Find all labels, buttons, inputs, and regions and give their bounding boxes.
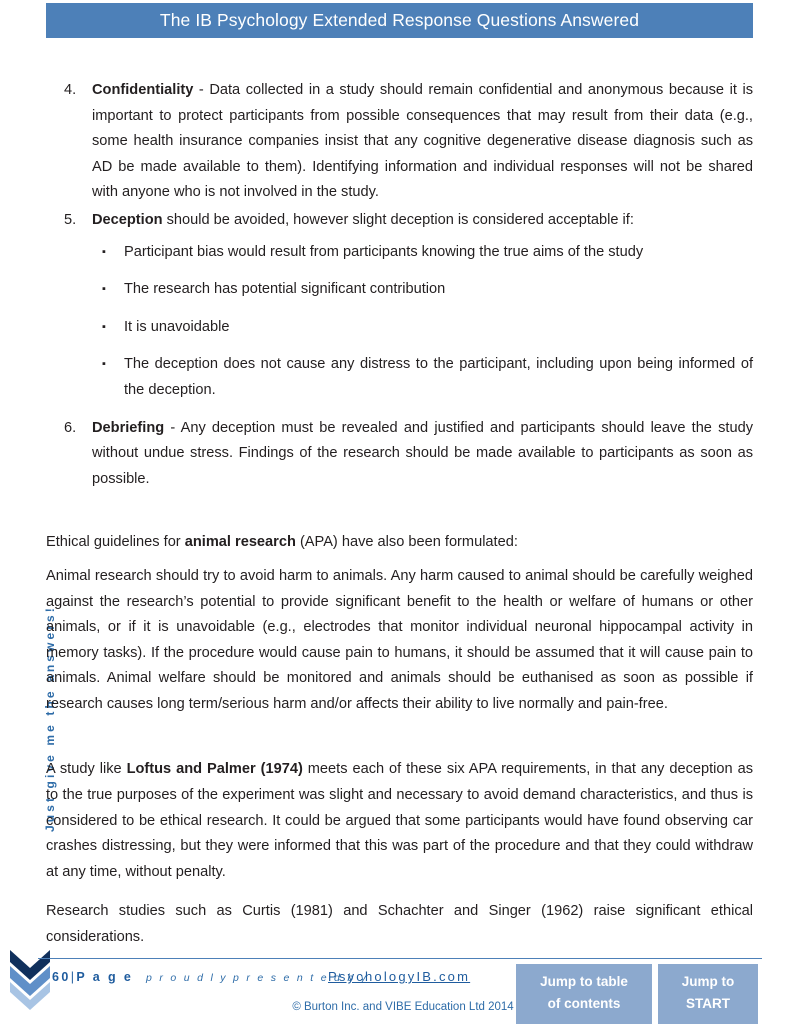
jump-start-line2: START xyxy=(686,996,730,1011)
closing-paragraph: Research studies such as Curtis (1981) and Schachter and Singer (1962) raise significant ethical considerations. xyxy=(46,903,753,946)
list-item-rest: should be avoided, however slight deception is considered acceptable if: xyxy=(162,211,634,228)
list-item-text xyxy=(92,78,753,206)
list-number: 4. xyxy=(64,82,77,98)
document-body xyxy=(46,78,753,951)
spacer xyxy=(46,556,753,564)
square-bullet-icon: ▪ xyxy=(102,245,106,258)
footer-divider xyxy=(38,958,762,959)
page-word: P a g e xyxy=(76,970,134,984)
square-bullet-icon: ▪ xyxy=(102,358,106,371)
list-item-label: It is unavoidable xyxy=(124,318,230,335)
list-item-lead: Deception xyxy=(92,211,163,228)
page-footer xyxy=(38,966,762,1028)
list-item-label: The deception does not cause any distress to the participant, including upon being informed of the deception. xyxy=(124,356,753,398)
page-number-label xyxy=(52,970,133,984)
jump-to-start-button[interactable] xyxy=(658,964,758,1024)
list-item-lead: Confidentiality xyxy=(92,82,194,98)
loftus-text-before: A study like xyxy=(46,761,127,778)
list-item-label: Participant bias would result from participants knowing the true aims of the study xyxy=(124,243,644,260)
deception-conditions-list xyxy=(92,240,753,404)
list-item-lead: Debriefing xyxy=(92,419,165,436)
list-item-rest: - Data collected in a study should remain confidential and anonymous because it is important to protect participants from possible consequences that may result from their data (e.g., some health insurance companies insist that any cognitive degenerative disease diagnosis such as AD be made available to them). Identifying information and individual responses will not be shared with anyone who is not involved in the study. xyxy=(92,82,753,201)
page-separator: | xyxy=(70,970,77,984)
square-bullet-icon: ▪ xyxy=(102,320,106,333)
sidebar-tagline: Just give me the answers! xyxy=(43,605,57,832)
jump-start-line1: Jump to xyxy=(681,974,735,989)
list-number: 5. xyxy=(64,211,77,228)
loftus-text-after: meets each of these six APA requirements, in that any deception as to the true purposes of the experiment was slight and necessary to avoid demand characteristics, and thus is considered to be ethical research. It could be argued that some participants would have found observing car crashes distressing, but they were informed that this was part of the procedure and that they could withdraw at any time, without penalty. xyxy=(46,761,753,880)
intro-text-bold: animal research xyxy=(184,534,296,551)
copyright-notice: © Burton Inc. and VIBE Education Ltd 2014 xyxy=(292,1001,514,1013)
intro-text-after: (APA) have also been formulated: xyxy=(295,534,518,551)
loftus-citation-bold: Loftus and Palmer (1974) xyxy=(126,761,303,778)
jump-to-table-of-contents-button[interactable] xyxy=(516,964,652,1024)
list-item-deception xyxy=(46,208,753,404)
intro-text-before: Ethical guidelines for xyxy=(46,534,185,551)
spacer xyxy=(46,717,753,757)
list-item-rest: - Any deception must be revealed and justified and participants should leave the study without undue stress. Findings of the research should be made available to participants as soon as possible. xyxy=(92,419,753,487)
jump-button-group xyxy=(516,964,758,1024)
list-item xyxy=(92,352,753,403)
page-title: The IB Psychology Extended Response Questions Answered xyxy=(159,10,640,30)
page-number: 60 xyxy=(52,970,71,984)
list-item-confidentiality xyxy=(46,78,753,206)
spacer xyxy=(46,885,753,899)
list-item-debriefing xyxy=(46,416,753,493)
list-item-label: The research has potential significant contribution xyxy=(124,281,446,298)
list-item-text xyxy=(92,416,753,493)
square-bullet-icon: ▪ xyxy=(102,283,106,296)
list-item xyxy=(92,277,753,303)
jump-toc-line1: Jump to table xyxy=(540,974,628,989)
jump-toc-line2: of contents xyxy=(547,996,621,1011)
spacer xyxy=(46,494,753,530)
presented-by-label: p r o u d l y p r e s e n t e d b y xyxy=(146,972,369,984)
psychologyib-link[interactable]: PsychologyIB.com xyxy=(328,969,471,984)
animal-research-paragraph: Animal research should try to avoid harm to animals. Any harm caused to animal should be carefully weighed against the research’s potential to provide significant benefit to the health or welfare of humans or other animals, or if it is unavoidable (e.g., electrodes that monitor individual neuronal hippocampal activity in memory tasks). If the procedure would cause pain to humans, it should be assumed that it will cause pain to animals. Animal welfare should be monitored and animals should be euthanised as soon as possible if research causes long term/serious harm and/or affects their ability to live normally and pain-free. xyxy=(46,567,753,712)
page-header-banner xyxy=(46,3,753,38)
list-item xyxy=(92,240,753,266)
animal-research-intro xyxy=(46,530,753,556)
list-item-text xyxy=(92,208,753,234)
loftus-palmer-paragraph xyxy=(46,757,753,885)
list-number: 6. xyxy=(64,419,77,436)
numbered-guidelines-list xyxy=(46,78,753,492)
list-item xyxy=(92,315,753,341)
